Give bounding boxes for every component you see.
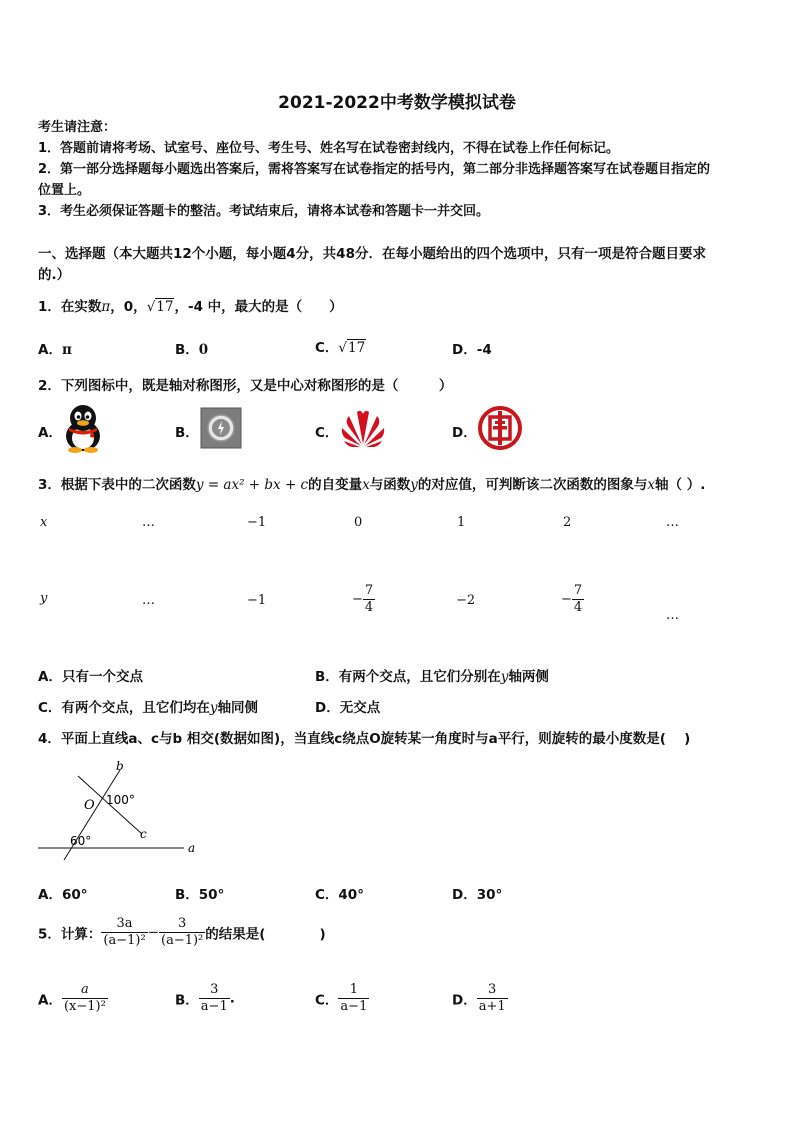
table-x-cell: …: [142, 515, 155, 530]
q4-figure: [36, 756, 206, 865]
q3-option-c[interactable]: C．有两个交点，且它们均在y轴同侧: [38, 700, 259, 716]
q4-option-c[interactable]: C．40°: [315, 887, 364, 903]
q4-option-a[interactable]: A．60°: [38, 887, 88, 903]
label-b: b: [116, 759, 124, 773]
q1-option-a[interactable]: A．π: [38, 342, 72, 358]
q1-sqrt: √17: [146, 299, 174, 315]
q1-suffix: ，-4 中，最大的是（ ）: [174, 299, 343, 315]
question-3-stem: 3．根据下表中的二次函数y = ax² + bx + c的自变量x与函数y的对应值，可判断该二次函数的图象与x轴（ ）.: [38, 477, 706, 493]
notice-heading: 考生请注意：: [38, 120, 117, 135]
penguin-icon[interactable]: [61, 403, 105, 457]
notice-item-2-cont: 位置上。: [38, 183, 91, 198]
question-5-stem: 5．计算： $\frac{3a}{\text{(a−1)²}}$ − $\frac{3}{\text{(a−1)²}}$ 的结果是( ): [38, 916, 326, 948]
page-title: 2021-2022中考数学模拟试卷: [278, 93, 516, 113]
q5-option-d[interactable]: D． $\frac{3}{a+1}$: [452, 982, 506, 1014]
q4-option-d[interactable]: D．30°: [452, 887, 503, 903]
label-c: c: [140, 827, 147, 841]
q2-option-b-label: B．: [175, 425, 199, 441]
q1-pi: π: [101, 299, 111, 315]
table-x-cell: 0: [354, 515, 363, 530]
table-y-cell-frac: − $\frac{7}{4}$: [561, 583, 583, 615]
q1-prefix: 1．在实数: [38, 299, 102, 315]
table-y-cell: −1: [247, 593, 267, 608]
label-angle-60: 60°: [70, 834, 92, 848]
table-x-cell: 1: [457, 515, 466, 530]
huawei-logo-icon[interactable]: [340, 406, 386, 452]
table-y-cell-frac: − $\frac{7}{4}$: [352, 583, 374, 615]
q1-option-b[interactable]: B．0: [175, 342, 209, 358]
label-a: a: [188, 841, 196, 855]
q1-mid: ，0，: [110, 299, 147, 315]
q5-option-c[interactable]: C． $\frac{1}{a-1}$: [315, 982, 368, 1014]
power-button-icon[interactable]: [200, 407, 242, 453]
q3-option-d[interactable]: D．无交点: [315, 700, 381, 716]
notice-item-2: 2．第一部分选择题每小题选出答案后，需将答案写在试卷指定的括号内，第二部分非选择题答案写在试卷题目指定的: [38, 162, 711, 177]
table-x-cell: 2: [563, 515, 572, 530]
notice-item-1: 1．答题前请将考场、试室号、座位号、考生号、姓名写在试卷密封线内，不得在试卷上作任何标记。: [38, 141, 620, 156]
q2-option-c-label: C．: [315, 425, 339, 441]
q2-option-d-label: D．: [452, 425, 477, 441]
table-x-header: x: [40, 515, 48, 530]
q5-option-a[interactable]: A． $\frac{a}{\text{(x−1)²}}$: [38, 982, 106, 1014]
table-x-cell: −1: [247, 515, 267, 530]
question-2-stem: 2．下列图标中，既是轴对称图形，又是中心对称图形的是（ ）: [38, 378, 453, 394]
q1-option-c[interactable]: C．√17: [315, 340, 366, 356]
section-heading: 一、选择题（本大题共12个小题，每小题4分，共48分．在每小题给出的四个选项中，只有一项是符合题目要求: [38, 246, 706, 262]
question-4-stem: 4．平面上直线a、c与b 相交(数据如图)，当直线c绕点O旋转某一角度时与a平行，则旋转的最小度数是( ): [38, 731, 691, 747]
q5-fraction-1: $\frac{3a}{\text{(a−1)²}}$: [103, 916, 146, 948]
table-y-header: y: [40, 591, 48, 606]
q3-formula: y = ax² + bx + c: [195, 477, 309, 493]
q3-option-a[interactable]: A．只有一个交点: [38, 669, 143, 685]
q4-option-b[interactable]: B．50°: [175, 887, 225, 903]
notice-item-3: 3．考生必须保证答题卡的整洁。考试结束后，请将本试卷和答题卡一并交回。: [38, 204, 490, 219]
question-1-stem: [38, 295, 343, 315]
q3-option-b[interactable]: B．有两个交点，且它们分别在y轴两侧: [315, 669, 549, 685]
table-y-cell: −2: [456, 593, 476, 608]
section-heading-cont: 的.）: [38, 267, 71, 283]
label-angle-100: 100°: [106, 793, 135, 807]
table-y-cell: …: [142, 593, 155, 608]
q5-fraction-2: $\frac{3}{\text{(a−1)²}}$: [161, 916, 204, 948]
label-o: O: [84, 798, 95, 813]
q5-option-b[interactable]: B． $\frac{3}{a-1}$ .: [175, 982, 235, 1014]
q2-option-a-label: A．: [38, 425, 62, 441]
icbc-logo-icon[interactable]: [477, 405, 523, 455]
table-y-cell: …: [666, 608, 679, 623]
table-x-cell: …: [666, 515, 679, 530]
q1-option-d[interactable]: D．-4: [452, 342, 492, 358]
